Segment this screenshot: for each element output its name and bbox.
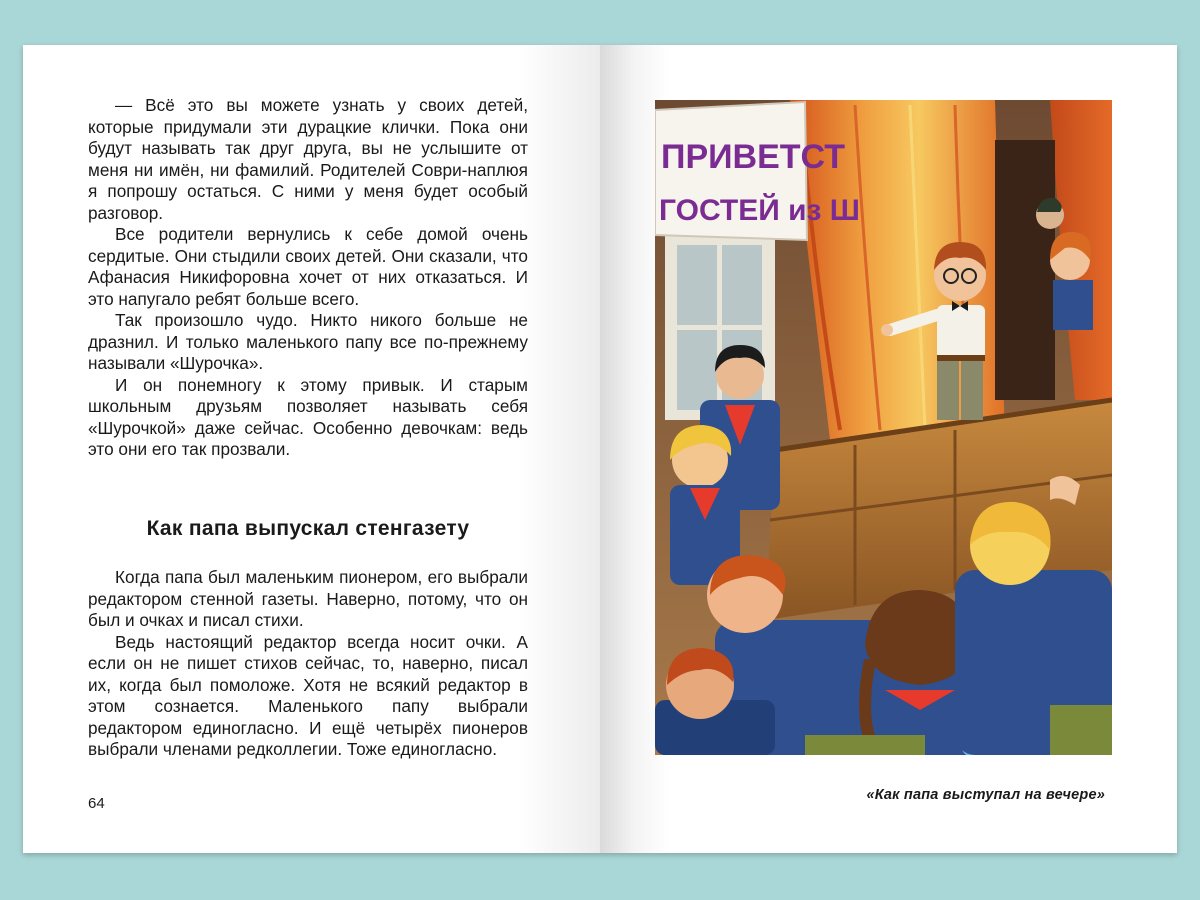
backstage	[995, 140, 1055, 400]
banner-text-1: ПРИВЕТСТ	[661, 138, 846, 176]
text-block-bottom	[88, 567, 528, 761]
paragraph: Так произошло чудо. Никто никого больше не дразнил. И только маленького папу все по-прежнему называли «Шурочка».	[88, 310, 528, 373]
illustration-caption: «Как папа выступал на вечере»	[866, 787, 1105, 803]
page-number: 64	[88, 795, 105, 812]
banner-text-2: ГОСТЕЙ из Ш	[659, 194, 860, 227]
book-spread	[23, 45, 1177, 853]
paragraph: Ведь настоящий редактор всегда носит очки. А если он не пишет стихов сейчас, то, наверно, писал их, когда был помоложе. Хотя не всякий редактор в этом сознается. Маленького папу выбрали редактором единогласно. И ещё четырёх пионеров выбрали членами редколлегии. Тоже единогласно.	[88, 631, 528, 759]
paragraph: И он понемногу к этому привык. И старым школьным друзьям позволяет называть себя «Шурочкой» даже сейчас. Особенно девочкам: ведь это они его так прозвали.	[88, 374, 528, 459]
paragraph: Когда папа был маленьким пионером, его выбрали редактором стенной газеты. Наверно, потому, что он был и очках и писал стихи.	[88, 567, 528, 630]
paragraph: Все родители вернулись к себе домой очень сердитые. Они стыдили своих детей. Они сказали, что Афанасия Никифоровна хочет от них отказаться. И это напугало ребят больше всего.	[88, 224, 528, 309]
left-page	[23, 45, 600, 853]
paragraph: — Всё это вы можете узнать у своих детей, которые придумали эти дурацкие клички. Пока они будут называть так друг друга, вы не услышите от меня ни имён, ни фамилий. Родителей Соври-наплюя я попрошу остаться. С ними у меня будет особый разговор.	[88, 95, 528, 223]
chapter-title: Как папа выпускал стенгазету	[146, 517, 470, 540]
text-block-top	[88, 95, 528, 461]
illustration	[655, 100, 1112, 755]
right-page	[600, 45, 1177, 853]
